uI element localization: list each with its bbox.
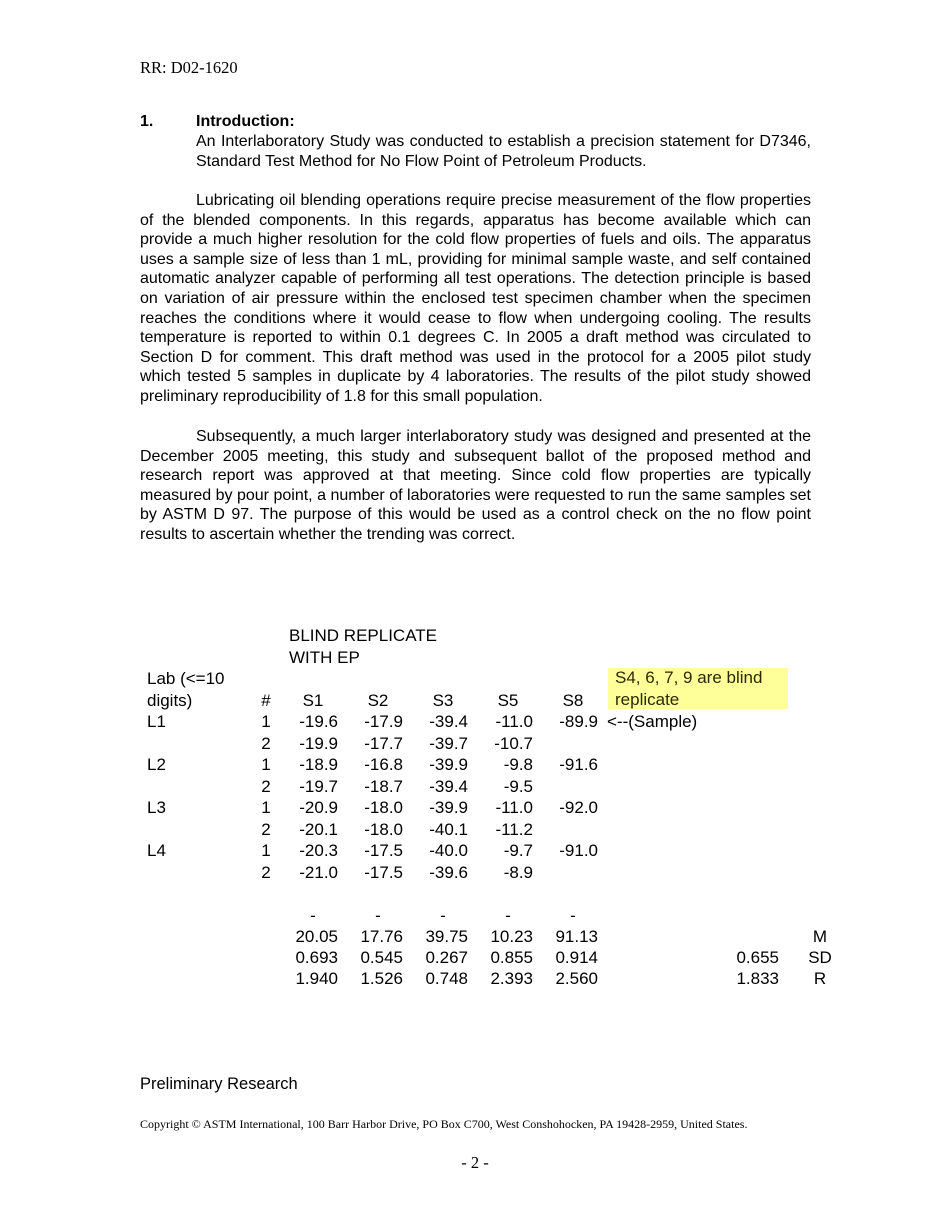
table-cell: -39.7 xyxy=(429,733,468,753)
summary-mean: 39.75 xyxy=(425,927,468,946)
section-number: 1. xyxy=(140,113,154,130)
table-cell: -19.9 xyxy=(299,733,338,753)
lab-id: L2 xyxy=(147,755,166,774)
summary-sd: 0.855 xyxy=(490,948,533,967)
table-cell: -17.7 xyxy=(364,733,403,753)
column-header: S3 xyxy=(432,691,454,710)
blind-replicate-note xyxy=(615,667,762,710)
table-cell: -39.4 xyxy=(429,776,468,796)
table-cell: -17.5 xyxy=(364,841,403,860)
pooled-r: 1.833 xyxy=(736,969,779,988)
table-cell: -20.3 xyxy=(299,841,338,860)
pooled-sd: 0.655 xyxy=(736,948,779,967)
summary-sd: 0.914 xyxy=(555,948,598,967)
replicate-number: 1 xyxy=(261,712,271,731)
summary-r: 2.560 xyxy=(555,969,598,988)
summary-minus: - xyxy=(570,906,576,925)
table-cell: -18.7 xyxy=(364,776,403,796)
column-header: S1 xyxy=(302,691,324,710)
replicate-number: 2 xyxy=(261,862,271,882)
column-header: S2 xyxy=(367,691,389,710)
table-cell: -39.9 xyxy=(429,798,468,817)
table-cell: -17.9 xyxy=(364,712,403,731)
table-cell: -40.0 xyxy=(429,841,468,860)
summary-sd: 0.693 xyxy=(295,948,338,967)
table-cell: -19.6 xyxy=(299,712,338,731)
table-cell: -9.8 xyxy=(503,755,533,774)
lab-id: L1 xyxy=(147,712,166,731)
table-cell: -16.8 xyxy=(364,755,403,774)
summary-minus: - xyxy=(310,906,316,925)
table-cell: -39.4 xyxy=(429,712,468,731)
sample-marker: <--(Sample) xyxy=(607,712,698,731)
summary-r: 1.940 xyxy=(295,969,338,988)
table-cell: -19.7 xyxy=(299,776,338,796)
column-header: S8 xyxy=(562,691,584,710)
table-title-line-2: WITH EP xyxy=(289,648,360,667)
table-cell: -40.1 xyxy=(429,819,468,839)
table-title-line-1: BLIND REPLICATE xyxy=(289,626,438,645)
table-cell: -8.9 xyxy=(503,862,533,882)
label-sd: SD xyxy=(808,948,832,967)
table-cell: -10.7 xyxy=(494,733,533,753)
summary-minus: - xyxy=(440,906,446,925)
summary-r: 2.393 xyxy=(490,969,533,988)
table-cell: -9.5 xyxy=(503,776,533,796)
lab-header-line-1: Lab (<=10 xyxy=(147,669,225,688)
table-cell: -20.1 xyxy=(299,819,338,839)
summary-mean: 91.13 xyxy=(555,927,598,946)
replicate-number: 2 xyxy=(261,733,271,753)
summary-sd: 0.545 xyxy=(360,948,403,967)
table-cell: -18.0 xyxy=(364,798,403,817)
summary-minus: - xyxy=(375,906,381,925)
table-cell: -11.0 xyxy=(495,798,533,817)
table-cell: -11.2 xyxy=(495,819,533,839)
table-cell: -9.7 xyxy=(503,841,533,860)
table-cell: -21.0 xyxy=(299,862,338,882)
summary-mean: 10.23 xyxy=(490,927,533,946)
section-title: Introduction: xyxy=(196,113,295,130)
page-number: - 2 - xyxy=(461,1153,489,1172)
lab-id: L3 xyxy=(147,798,166,817)
label-m: M xyxy=(812,927,828,946)
replicate-number: 1 xyxy=(261,841,271,860)
intro-paragraph-1: An Interlaboratory Study was conducted to establish a precision statement for D7346, Standard Test Method for No Flow Point of Petroleum Products. xyxy=(196,133,811,170)
note-line-2: replicate xyxy=(615,689,680,709)
table-cell: -17.5 xyxy=(364,862,403,882)
table-cell: -89.9 xyxy=(559,712,598,731)
footer-label: Preliminary Research xyxy=(140,1075,298,1093)
table-cell: -39.9 xyxy=(429,755,468,774)
lab-header-line-2: digits) xyxy=(147,691,193,710)
table-cell: -39.6 xyxy=(429,862,468,882)
table-cell: -11.0 xyxy=(495,712,533,731)
table-cell: -92.0 xyxy=(559,798,598,817)
header-reference: RR: D02-1620 xyxy=(140,58,238,77)
summary-r: 1.526 xyxy=(360,969,403,988)
note-line-1: S4, 6, 7, 9 are blind xyxy=(615,668,763,687)
replicate-number: 2 xyxy=(261,776,271,796)
copyright-notice: Copyright © ASTM International, 100 Barr Harbor Drive, PO Box C700, West Conshohocken, PA 19428-2959, United States. xyxy=(140,1117,748,1131)
summary-mean: 17.76 xyxy=(360,927,403,946)
table-cell: -18.9 xyxy=(299,755,338,774)
table-cell: -18.0 xyxy=(364,819,403,839)
intro-paragraph-3: Subsequently, a much larger interlaboratory study was designed and presented at the December 2005 meeting, this study and subsequent ballot of the proposed method and research report was approved at that meeting. Since cold flow properties are typically measured by pour point, a number of laboratories were requested to run the same samples set by ASTM D 97. The purpose of this would be used as a control check on the no flow point results to ascertain whether the trending was correct. xyxy=(140,428,811,543)
summary-r: 0.748 xyxy=(425,969,468,988)
summary-mean: 20.05 xyxy=(295,927,338,946)
label-r: R xyxy=(813,969,827,988)
table-cell: -91.6 xyxy=(559,755,598,774)
column-header: S5 xyxy=(497,691,519,710)
summary-sd: 0.267 xyxy=(425,948,468,967)
intro-paragraph-2: Lubricating oil blending operations require precise measurement of the flow properties of the blended components. In this regards, apparatus has become available which can provide a much higher resolution for the cold flow properties of fuels and oils. The apparatus uses a sample size of less than 1 mL, providing for minimal sample waste, and self contained automatic analyzer capable of performing all test operations. The detection principle is based on variation of air pressure within the enclosed test specimen chamber when the specimen reaches the conditions where it would cease to flow when undergoing cooling. The results temperature is reported to within 0.1 degrees C. In 2005 a draft method was circulated to Section D for comment. This draft method was used in the protocol for a 2005 pilot study which tested 5 samples in duplicate by 4 laboratories. The results of the pilot study showed preliminary reproducibility of 1.8 for this small population. xyxy=(140,192,811,405)
lab-id: L4 xyxy=(147,841,166,860)
replicate-number: 2 xyxy=(261,819,271,839)
summary-minus: - xyxy=(505,906,511,925)
rep-header: # xyxy=(261,691,271,710)
table-cell: -91.0 xyxy=(559,841,598,860)
replicate-number: 1 xyxy=(261,755,271,774)
table-cell: -20.9 xyxy=(299,798,338,817)
replicate-number: 1 xyxy=(261,798,271,817)
